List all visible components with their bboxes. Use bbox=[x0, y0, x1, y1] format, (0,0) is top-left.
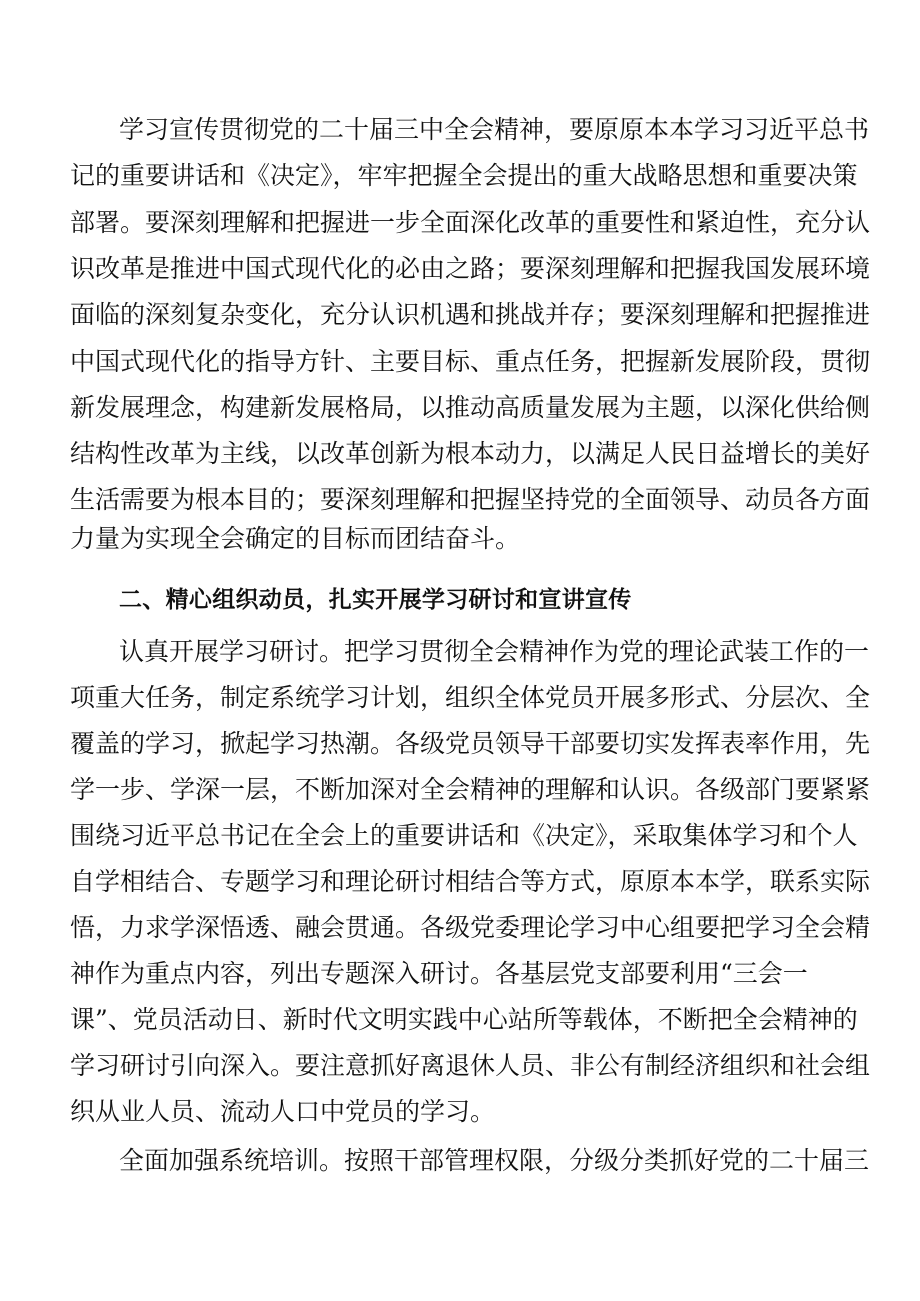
paragraph-1-line: 新发展理念，构建新发展格局，以推动高质量发展为主题，以深化供给侧 bbox=[70, 393, 871, 422]
paragraph-1-line: 结构性改革为主线，以改革创新为根本动力，以满足人民日益增长的美好 bbox=[70, 439, 871, 468]
paragraph-2-line: 自学相结合、专题学习和理论研讨相结合等方式，原原本本学，联系实际 bbox=[70, 867, 871, 896]
paragraph-2-line: 学一步、学深一层，不断加深对全会精神的理解和认识。各级部门要紧紧 bbox=[70, 775, 871, 804]
paragraph-1-line: 力量为实现全会确定的目标而团结奋斗。 bbox=[70, 524, 521, 553]
paragraph-1-line: 面临的深刻复杂变化，充分认识机遇和挑战并存；要深刻理解和把握推进 bbox=[70, 300, 871, 329]
paragraph-1-line: 记的重要讲话和《决定》，牢牢把握全会提出的重大战略思想和重要决策 bbox=[70, 161, 858, 190]
paragraph-2-line: 覆盖的学习，掀起学习热潮。各级党员领导干部要切实发挥表率作用，先 bbox=[70, 729, 871, 758]
paragraph-2-line: 学习研讨引向深入。要注意抓好离退休人员、非公有制经济组织和社会组 bbox=[70, 1051, 871, 1080]
paragraph-2-line: 项重大任务，制定系统学习计划，组织全体党员开展多形式、分层次、全 bbox=[70, 683, 871, 712]
paragraph-2-line: 认真开展学习研讨。把学习贯彻全会精神作为党的理论武装工作的一 bbox=[119, 637, 870, 666]
paragraph-2-line: 课”、党员活动日、新时代文明实践中心站所等载体，不断把全会精神的 bbox=[70, 1005, 858, 1034]
paragraph-2-line: 神作为重点内容，列出专题深入研讨。各基层党支部要利用“三会一 bbox=[70, 959, 808, 988]
paragraph-1-line: 生活需要为根本目的；要深刻理解和把握坚持党的全面领导、动员各方面 bbox=[70, 485, 871, 514]
paragraph-3-line: 全面加强系统培训。按照干部管理权限，分级分类抓好党的二十届三 bbox=[119, 1146, 870, 1175]
paragraph-1-line: 识改革是推进中国式现代化的必由之路；要深刻理解和把握我国发展环境 bbox=[70, 254, 871, 283]
paragraph-1-line: 部署。要深刻理解和把握进一步全面深化改革的重要性和紧迫性，充分认 bbox=[70, 208, 871, 237]
paragraph-1-line: 学习宣传贯彻党的二十届三中全会精神，要原原本本学习习近平总书 bbox=[119, 115, 870, 144]
paragraph-2-line: 悟，力求学深悟透、融会贯通。各级党委理论学习中心组要把学习全会精 bbox=[70, 913, 871, 942]
paragraph-1-line: 中国式现代化的指导方针、主要目标、重点任务，把握新发展阶段，贯彻 bbox=[70, 347, 871, 376]
paragraph-2-line: 织从业人员、流动人口中党员的学习。 bbox=[70, 1097, 496, 1126]
paragraph-2-line: 围绕习近平总书记在全会上的重要讲话和《决定》，采取集体学习和个人 bbox=[70, 821, 858, 850]
section-heading: 二、精心组织动员，扎实开展学习研讨和宣讲宣传 bbox=[119, 587, 632, 613]
